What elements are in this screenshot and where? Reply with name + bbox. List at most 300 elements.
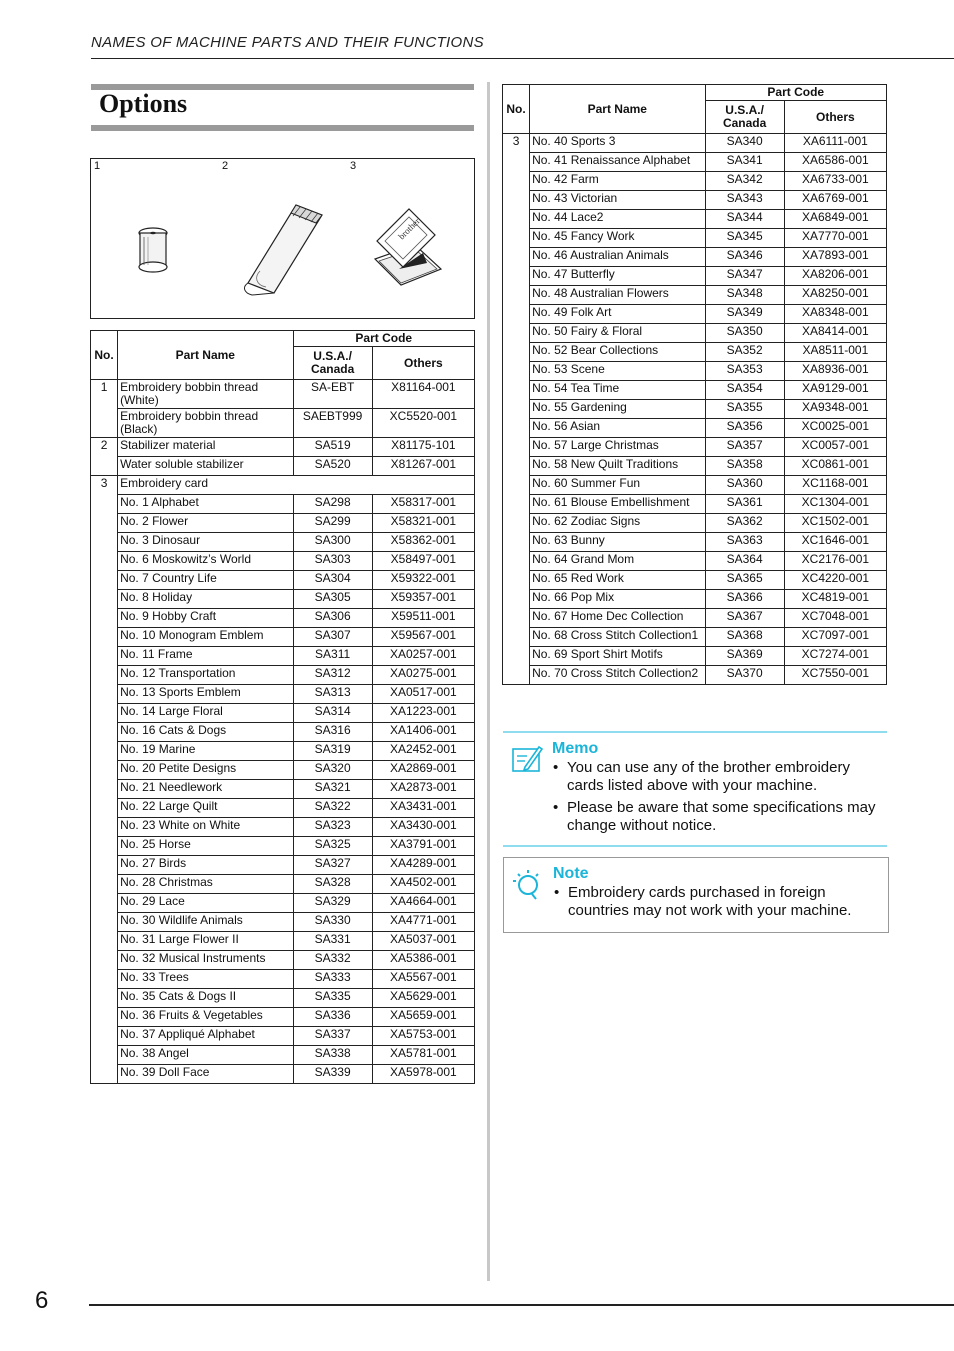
table-row	[503, 666, 887, 685]
embroidery-card-icon	[369, 205, 449, 293]
part-name: No. 69 Sport Shirt Motifs	[530, 647, 705, 666]
others-code: XA0517-001	[372, 685, 474, 704]
usa-code: SA355	[705, 400, 784, 419]
others-code: XC0057-001	[784, 438, 886, 457]
others-code: XA2873-001	[372, 780, 474, 799]
others-code: XA6111-001	[784, 134, 886, 153]
others-code: XA1406-001	[372, 723, 474, 742]
header-part-code: Part Code	[293, 331, 474, 347]
table-row	[503, 305, 887, 324]
table-row	[503, 419, 887, 438]
others-code: XC1502-001	[784, 514, 886, 533]
table-row	[503, 267, 887, 286]
table-row	[503, 153, 887, 172]
table-row	[503, 400, 887, 419]
usa-code: SA313	[293, 685, 372, 704]
usa-code: SA368	[705, 628, 784, 647]
others-code: XC7097-001	[784, 628, 886, 647]
note-title: Note	[553, 865, 589, 882]
table-row	[503, 457, 887, 476]
usa-code: SA321	[293, 780, 372, 799]
memo-item: • Please be aware that some specifications may change without notice.	[552, 799, 882, 835]
table-row	[91, 476, 475, 495]
part-name: No. 37 Appliqué Alphabet	[118, 1027, 293, 1046]
part-name: No. 25 Horse	[118, 837, 293, 856]
others-code: XA5567-001	[372, 970, 474, 989]
usa-code: SA519	[293, 438, 372, 457]
usa-code: SA338	[293, 1046, 372, 1065]
part-name: No. 66 Pop Mix	[530, 590, 705, 609]
table-row	[503, 438, 887, 457]
usa-code: SA520	[293, 457, 372, 476]
table-row	[91, 704, 475, 723]
others-code: XC4220-001	[784, 571, 886, 590]
others-code: X59511-001	[372, 609, 474, 628]
others-code: XA9348-001	[784, 400, 886, 419]
others-code: XA5386-001	[372, 951, 474, 970]
part-name: No. 33 Trees	[118, 970, 293, 989]
others-code: XC5520-001	[372, 409, 474, 438]
usa-code: SA322	[293, 799, 372, 818]
usa-code: SA345	[705, 229, 784, 248]
usa-code: SAEBT999	[293, 409, 372, 438]
part-name: No. 32 Musical Instruments	[118, 951, 293, 970]
table-row	[91, 514, 475, 533]
usa-code: SA349	[705, 305, 784, 324]
others-code: XC4819-001	[784, 590, 886, 609]
table-row	[91, 856, 475, 875]
table-row	[91, 951, 475, 970]
usa-code: SA335	[293, 989, 372, 1008]
part-name: No. 52 Bear Collections	[530, 343, 705, 362]
others-code: X58497-001	[372, 552, 474, 571]
header-usa-canada: U.S.A./ Canada	[293, 347, 372, 380]
others-code: XA8250-001	[784, 286, 886, 305]
table-row	[503, 362, 887, 381]
part-name: No. 67 Home Dec Collection	[530, 609, 705, 628]
table-row	[503, 381, 887, 400]
usa-code: SA356	[705, 419, 784, 438]
part-name: No. 30 Wildlife Animals	[118, 913, 293, 932]
table-row	[503, 248, 887, 267]
usa-code: SA364	[705, 552, 784, 571]
options-figure	[90, 158, 475, 319]
usa-code: SA336	[293, 1008, 372, 1027]
usa-code: SA304	[293, 571, 372, 590]
table-row	[503, 495, 887, 514]
table-row	[91, 1065, 475, 1084]
table-row	[91, 1008, 475, 1027]
table-row	[91, 533, 475, 552]
table-row	[91, 457, 475, 476]
others-code: XC7048-001	[784, 609, 886, 628]
others-code: XA0275-001	[372, 666, 474, 685]
memo-list	[552, 759, 882, 839]
table-row	[91, 742, 475, 761]
part-name: No. 40 Sports 3	[530, 134, 705, 153]
header-rule	[91, 58, 954, 59]
others-code: XA8511-001	[784, 343, 886, 362]
usa-code: SA342	[705, 172, 784, 191]
part-name: No. 21 Needlework	[118, 780, 293, 799]
part-name: No. 62 Zodiac Signs	[530, 514, 705, 533]
table-row	[91, 409, 475, 438]
table-row	[91, 780, 475, 799]
table-row	[503, 476, 887, 495]
part-name: No. 39 Doll Face	[118, 1065, 293, 1084]
others-code: XC2176-001	[784, 552, 886, 571]
others-code: XA5629-001	[372, 989, 474, 1008]
usa-code: SA306	[293, 609, 372, 628]
others-code: XA6586-001	[784, 153, 886, 172]
others-code: XA2869-001	[372, 761, 474, 780]
others-code: X59357-001	[372, 590, 474, 609]
usa-code: SA366	[705, 590, 784, 609]
others-code: XA8206-001	[784, 267, 886, 286]
table-row	[91, 571, 475, 590]
part-name: No. 65 Red Work	[530, 571, 705, 590]
usa-code: SA319	[293, 742, 372, 761]
usa-code: SA328	[293, 875, 372, 894]
table-row	[503, 628, 887, 647]
part-name: No. 1 Alphabet	[118, 495, 293, 514]
others-code: X58317-001	[372, 495, 474, 514]
table-row	[91, 894, 475, 913]
usa-code: SA365	[705, 571, 784, 590]
part-name: No. 13 Sports Emblem	[118, 685, 293, 704]
others-code: XA2452-001	[372, 742, 474, 761]
part-name: No. 31 Large Flower II	[118, 932, 293, 951]
part-name: No. 19 Marine	[118, 742, 293, 761]
left-parts-table	[90, 330, 475, 1084]
part-name: No. 3 Dinosaur	[118, 533, 293, 552]
others-code: X59567-001	[372, 628, 474, 647]
usa-code: SA312	[293, 666, 372, 685]
item-number: 3	[91, 476, 118, 1084]
part-name: No. 16 Cats & Dogs	[118, 723, 293, 742]
part-name: No. 22 Large Quilt	[118, 799, 293, 818]
table-row	[503, 134, 887, 153]
part-name: No. 7 Country Life	[118, 571, 293, 590]
bobbin-thread-spool-icon	[136, 227, 170, 275]
pencil-memo-icon	[511, 745, 543, 773]
item-number: 2	[91, 438, 118, 476]
column-divider	[487, 82, 490, 1281]
others-code: XA6849-001	[784, 210, 886, 229]
usa-code: SA347	[705, 267, 784, 286]
others-code: XA4664-001	[372, 894, 474, 913]
figure-label-3: 3	[350, 160, 357, 172]
others-code: XC0861-001	[784, 457, 886, 476]
table-row	[91, 799, 475, 818]
part-name: No. 8 Holiday	[118, 590, 293, 609]
usa-code: SA307	[293, 628, 372, 647]
others-code: X58321-001	[372, 514, 474, 533]
others-code: XA6733-001	[784, 172, 886, 191]
others-code: XA0257-001	[372, 647, 474, 666]
usa-code: SA343	[705, 191, 784, 210]
others-code: XA9129-001	[784, 381, 886, 400]
header-others: Others	[784, 101, 886, 134]
note-item: • Embroidery cards purchased in foreign countries may not work with your machine.	[553, 884, 883, 920]
part-name: No. 42 Farm	[530, 172, 705, 191]
table-row	[503, 172, 887, 191]
part-name: No. 60 Summer Fun	[530, 476, 705, 495]
usa-code: SA348	[705, 286, 784, 305]
part-name: No. 54 Tea Time	[530, 381, 705, 400]
usa-code: SA354	[705, 381, 784, 400]
running-header: NAMES OF MACHINE PARTS AND THEIR FUNCTIONS	[91, 34, 484, 51]
others-code: X81175-101	[372, 438, 474, 457]
table-row	[91, 875, 475, 894]
header-no: No.	[91, 331, 118, 380]
part-name: No. 47 Butterfly	[530, 267, 705, 286]
table-row	[91, 495, 475, 514]
table-row	[503, 514, 887, 533]
part-name: No. 45 Fancy Work	[530, 229, 705, 248]
usa-code: SA341	[705, 153, 784, 172]
usa-code: SA333	[293, 970, 372, 989]
usa-code: SA346	[705, 248, 784, 267]
usa-code: SA330	[293, 913, 372, 932]
figure-label-2: 2	[222, 160, 229, 172]
part-name: No. 12 Transportation	[118, 666, 293, 685]
others-code: X59322-001	[372, 571, 474, 590]
group-label: Embroidery card	[118, 476, 475, 495]
usa-code: SA361	[705, 495, 784, 514]
usa-code: SA352	[705, 343, 784, 362]
usa-code: SA300	[293, 533, 372, 552]
table-row	[91, 438, 475, 457]
usa-code: SA311	[293, 647, 372, 666]
title-rule-bottom	[91, 125, 474, 131]
table-row	[503, 647, 887, 666]
header-usa-canada: U.S.A./ Canada	[705, 101, 784, 134]
others-code: XC1646-001	[784, 533, 886, 552]
others-code: XA4289-001	[372, 856, 474, 875]
others-code: XA8936-001	[784, 362, 886, 381]
part-name: No. 14 Large Floral	[118, 704, 293, 723]
usa-code: SA339	[293, 1065, 372, 1084]
part-name: No. 56 Asian	[530, 419, 705, 438]
usa-code: SA325	[293, 837, 372, 856]
usa-code: SA316	[293, 723, 372, 742]
header-part-name: Part Name	[530, 85, 705, 134]
header-part-code: Part Code	[705, 85, 886, 101]
table-row	[91, 989, 475, 1008]
usa-code: SA337	[293, 1027, 372, 1046]
table-row	[91, 685, 475, 704]
table-row	[503, 191, 887, 210]
usa-code: SA299	[293, 514, 372, 533]
table-row	[503, 343, 887, 362]
others-code: XA7893-001	[784, 248, 886, 267]
others-code: XA5978-001	[372, 1065, 474, 1084]
usa-code: SA362	[705, 514, 784, 533]
part-name: No. 46 Australian Animals	[530, 248, 705, 267]
usa-code: SA344	[705, 210, 784, 229]
memo-item: • You can use any of the brother embroidery cards listed above with your machine.	[552, 759, 882, 795]
table-row	[91, 913, 475, 932]
usa-code: SA367	[705, 609, 784, 628]
part-name: No. 55 Gardening	[530, 400, 705, 419]
header-part-name: Part Name	[118, 331, 293, 380]
part-name: No. 10 Monogram Emblem	[118, 628, 293, 647]
table-row	[91, 666, 475, 685]
table-row	[503, 609, 887, 628]
memo-title: Memo	[552, 740, 599, 757]
header-no: No.	[503, 85, 530, 134]
others-code: XC7550-001	[784, 666, 886, 685]
usa-code: SA353	[705, 362, 784, 381]
part-name: No. 64 Grand Mom	[530, 552, 705, 571]
usa-code: SA-EBT	[293, 380, 372, 409]
usa-code: SA360	[705, 476, 784, 495]
part-name: No. 29 Lace	[118, 894, 293, 913]
part-name: No. 2 Flower	[118, 514, 293, 533]
memo-box	[503, 731, 887, 847]
usa-code: SA314	[293, 704, 372, 723]
part-name: No. 50 Fairy & Floral	[530, 324, 705, 343]
part-name: No. 38 Angel	[118, 1046, 293, 1065]
table-row	[91, 761, 475, 780]
usa-code: SA357	[705, 438, 784, 457]
part-name: Stabilizer material	[118, 438, 293, 457]
table-row	[91, 723, 475, 742]
part-name: No. 44 Lace2	[530, 210, 705, 229]
others-code: XC1304-001	[784, 495, 886, 514]
part-name: No. 48 Australian Flowers	[530, 286, 705, 305]
part-name: No. 9 Hobby Craft	[118, 609, 293, 628]
table-row	[91, 1046, 475, 1065]
table-row	[503, 533, 887, 552]
others-code: XA4502-001	[372, 875, 474, 894]
stabilizer-roll-icon	[236, 201, 331, 301]
usa-code: SA331	[293, 932, 372, 951]
note-list	[553, 884, 883, 924]
lightbulb-note-icon	[512, 868, 544, 900]
part-name: No. 41 Renaissance Alphabet	[530, 153, 705, 172]
usa-code: SA305	[293, 590, 372, 609]
usa-code: SA350	[705, 324, 784, 343]
part-name: No. 28 Christmas	[118, 875, 293, 894]
others-code: X81267-001	[372, 457, 474, 476]
item-number: 1	[91, 380, 118, 438]
others-code: XC1168-001	[784, 476, 886, 495]
table-row	[503, 552, 887, 571]
usa-code: SA363	[705, 533, 784, 552]
part-name: No. 43 Victorian	[530, 191, 705, 210]
note-box	[503, 857, 889, 933]
others-code: XA8348-001	[784, 305, 886, 324]
page-number: 6	[35, 1287, 49, 1314]
header-others: Others	[372, 347, 474, 380]
others-code: XA3791-001	[372, 837, 474, 856]
table-row	[91, 609, 475, 628]
part-name: No. 53 Scene	[530, 362, 705, 381]
part-name: No. 35 Cats & Dogs II	[118, 989, 293, 1008]
part-name: Embroidery bobbin thread (Black)	[118, 409, 293, 438]
item-number: 3	[503, 134, 530, 685]
usa-code: SA332	[293, 951, 372, 970]
part-name: No. 23 White on White	[118, 818, 293, 837]
figure-label-1: 1	[94, 160, 101, 172]
part-name: No. 58 New Quilt Traditions	[530, 457, 705, 476]
part-name: No. 57 Large Christmas	[530, 438, 705, 457]
others-code: XA5753-001	[372, 1027, 474, 1046]
part-name: No. 36 Fruits & Vegetables	[118, 1008, 293, 1027]
svg-text:brother: brother	[396, 215, 422, 242]
part-name: No. 27 Birds	[118, 856, 293, 875]
table-row	[91, 1027, 475, 1046]
others-code: XA7770-001	[784, 229, 886, 248]
usa-code: SA369	[705, 647, 784, 666]
table-row	[503, 286, 887, 305]
others-code: XA5659-001	[372, 1008, 474, 1027]
usa-code: SA303	[293, 552, 372, 571]
others-code: XA1223-001	[372, 704, 474, 723]
part-name: No. 63 Bunny	[530, 533, 705, 552]
others-code: X58362-001	[372, 533, 474, 552]
table-row	[91, 628, 475, 647]
right-parts-table	[502, 84, 887, 685]
others-code: XA4771-001	[372, 913, 474, 932]
others-code: XA5037-001	[372, 932, 474, 951]
table-row	[91, 590, 475, 609]
usa-code: SA320	[293, 761, 372, 780]
others-code: XC7274-001	[784, 647, 886, 666]
part-name: No. 11 Frame	[118, 647, 293, 666]
part-name: No. 6 Moskowitz’s World	[118, 552, 293, 571]
usa-code: SA358	[705, 457, 784, 476]
others-code: XA3430-001	[372, 818, 474, 837]
others-code: X81164-001	[372, 380, 474, 409]
section-title: Options	[99, 89, 188, 118]
table-row	[91, 818, 475, 837]
table-row	[503, 210, 887, 229]
part-name: Water soluble stabilizer	[118, 457, 293, 476]
usa-code: SA298	[293, 495, 372, 514]
others-code: XA3431-001	[372, 799, 474, 818]
part-name: Embroidery bobbin thread (White)	[118, 380, 293, 409]
usa-code: SA327	[293, 856, 372, 875]
part-name: No. 68 Cross Stitch Collection1	[530, 628, 705, 647]
table-row	[503, 571, 887, 590]
table-row	[91, 970, 475, 989]
others-code: XA6769-001	[784, 191, 886, 210]
part-name: No. 20 Petite Designs	[118, 761, 293, 780]
table-row	[91, 552, 475, 571]
table-row	[503, 324, 887, 343]
table-row	[503, 590, 887, 609]
table-row	[91, 932, 475, 951]
others-code: XA5781-001	[372, 1046, 474, 1065]
usa-code: SA340	[705, 134, 784, 153]
table-row	[91, 380, 475, 409]
part-name: No. 49 Folk Art	[530, 305, 705, 324]
others-code: XA8414-001	[784, 324, 886, 343]
table-row	[503, 229, 887, 248]
others-code: XC0025-001	[784, 419, 886, 438]
footer-rule	[89, 1304, 954, 1306]
usa-code: SA323	[293, 818, 372, 837]
part-name: No. 61 Blouse Embellishment	[530, 495, 705, 514]
usa-code: SA370	[705, 666, 784, 685]
table-row	[91, 647, 475, 666]
usa-code: SA329	[293, 894, 372, 913]
table-row	[91, 837, 475, 856]
part-name: No. 70 Cross Stitch Collection2	[530, 666, 705, 685]
